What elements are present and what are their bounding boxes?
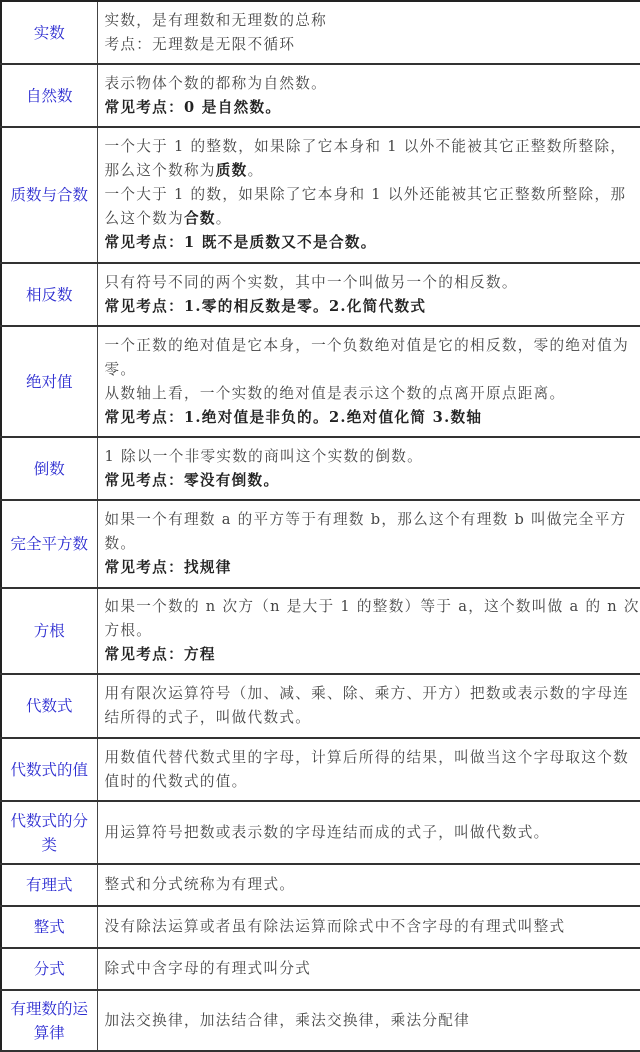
definition-cell (97, 326, 640, 437)
term-cell: 代数式 (1, 674, 97, 738)
definition-cell (97, 588, 640, 674)
key-point-text: 常见考点：0 是自然数。 (104, 98, 282, 116)
definition-line (105, 682, 640, 730)
table-row (1, 990, 640, 1051)
definition-text: 考点：无理数是无限不循环 (104, 35, 296, 53)
definition-line (105, 382, 640, 406)
table-row (1, 64, 640, 127)
definition-line (105, 508, 640, 556)
definition-cell (97, 990, 640, 1051)
definition-line (105, 957, 640, 981)
key-point-text: 常见考点：找规律 (104, 559, 232, 576)
term-cell: 代数式的值 (1, 738, 97, 801)
term-cell: 实数 (1, 1, 97, 64)
table-row (1, 588, 640, 674)
definition-cell (97, 948, 640, 990)
table-row (1, 906, 640, 948)
definition-line (105, 915, 640, 939)
key-point-text: 常见考点：零没有倒数。 (104, 471, 280, 489)
definition-line (105, 231, 640, 255)
definition-text: 用有限次运算符号（加、减、乘、除、乘方、开方）把数或表示数的字母连结所得的式子，叫做代数式。 (104, 685, 629, 726)
definition-cell (97, 263, 640, 326)
definition-line (105, 135, 640, 183)
definition-line (105, 183, 640, 231)
definition-cell (97, 1, 640, 64)
key-point-text: 常见考点：1.零的相反数是零。2.化简代数式 (104, 297, 427, 315)
key-point-text: 常见考点：1.绝对值是非负的。2.绝对值化简 3.数轴 (104, 408, 483, 426)
table-row (1, 127, 640, 263)
definition-text: 一个大于 1 的数，如果除了它本身和 1 以外还能被其它正整数所整除，那么这个数为 (104, 186, 627, 227)
definition-line (105, 821, 640, 845)
definition-line (105, 295, 640, 319)
table-row (1, 674, 640, 738)
table-row (1, 263, 640, 326)
definition-line (105, 271, 640, 295)
definition-line (105, 72, 640, 96)
definition-line (105, 445, 640, 469)
definition-text: 加法交换律，加法结合律，乘法交换律，乘法分配律 (104, 1011, 471, 1029)
definition-cell (97, 127, 640, 263)
definition-text: 1 除以一个非零实数的商叫这个实数的倒数。 (104, 447, 424, 465)
definition-cell (97, 500, 640, 588)
definition-line (105, 406, 640, 430)
key-point-text: 质数 (215, 162, 248, 179)
definition-text: 实数，是有理数和无理数的总称 (104, 11, 328, 29)
table-row (1, 864, 640, 906)
key-point-text: 常见考点：方程 (104, 646, 216, 663)
definition-line (105, 33, 640, 57)
term-cell: 方根 (1, 588, 97, 674)
definition-cell (97, 437, 640, 500)
definition-line (105, 595, 640, 643)
definition-cell (97, 801, 640, 864)
term-cell: 完全平方数 (1, 500, 97, 588)
definition-text: 表示物体个数的都称为自然数。 (104, 74, 328, 92)
definition-text: 如果一个有理数 a 的平方等于有理数 b，那么这个有理数 b 叫做完全平方数。 (104, 511, 627, 552)
definition-text: 没有除法运算或者虽有除法运算而除式中不含字母的有理式叫整式 (104, 918, 566, 935)
definition-line (105, 334, 640, 382)
term-cell: 代数式的分类 (1, 801, 97, 864)
definition-line (105, 746, 640, 794)
definition-line (105, 1009, 640, 1033)
definition-line (105, 873, 640, 897)
table-row (1, 326, 640, 437)
definition-text: 除式中含字母的有理式叫分式 (104, 960, 312, 977)
definition-cell (97, 674, 640, 738)
definition-line (105, 96, 640, 120)
definition-text: 。 (215, 210, 232, 227)
definition-text: 。 (247, 162, 264, 179)
table-row (1, 437, 640, 500)
table-row (1, 948, 640, 990)
table-row (1, 738, 640, 801)
term-cell: 相反数 (1, 263, 97, 326)
key-point-text: 常见考点：1 既不是质数又不是合数。 (104, 234, 377, 251)
definition-text: 整式和分式统称为有理式。 (104, 876, 296, 893)
definition-line (105, 643, 640, 667)
term-cell: 整式 (1, 906, 97, 948)
term-cell: 分式 (1, 948, 97, 990)
definition-cell (97, 864, 640, 906)
definition-text: 从数轴上看，一个实数的绝对值是表示这个数的点离开原点距离。 (104, 384, 566, 402)
definition-cell (97, 906, 640, 948)
key-point-text: 合数 (183, 210, 216, 227)
table-row (1, 500, 640, 588)
term-cell: 有理式 (1, 864, 97, 906)
definition-text: 如果一个数的 n 次方（n 是大于 1 的整数）等于 a，这个数叫做 a 的 n 次方根。 (104, 598, 640, 639)
definition-line (105, 556, 640, 580)
term-cell: 自然数 (1, 64, 97, 127)
definition-text: 用运算符号把数或表示数的字母连结而成的式子，叫做代数式。 (104, 823, 550, 841)
table-row (1, 801, 640, 864)
definition-text: 一个大于 1 的整数，如果除了它本身和 1 以外不能被其它正整数所整除，那么这个数称为 (104, 138, 627, 179)
definition-cell (97, 64, 640, 127)
definition-cell (97, 738, 640, 801)
term-cell: 质数与合数 (1, 127, 97, 263)
definition-text: 只有符号不同的两个实数，其中一个叫做另一个的相反数。 (104, 273, 518, 291)
term-cell: 有理数的运算律 (1, 990, 97, 1051)
term-cell: 倒数 (1, 437, 97, 500)
term-cell: 绝对值 (1, 326, 97, 437)
definition-text: 用数值代替代数式里的字母，计算后所得的结果，叫做当这个字母取这个数值时的代数式的值。 (104, 748, 629, 790)
table-row (1, 1, 640, 64)
definition-text: 一个正数的绝对值是它本身，一个负数绝对值是它的相反数，零的绝对值为零。 (104, 336, 629, 378)
definition-line (105, 469, 640, 493)
definition-line (105, 9, 640, 33)
